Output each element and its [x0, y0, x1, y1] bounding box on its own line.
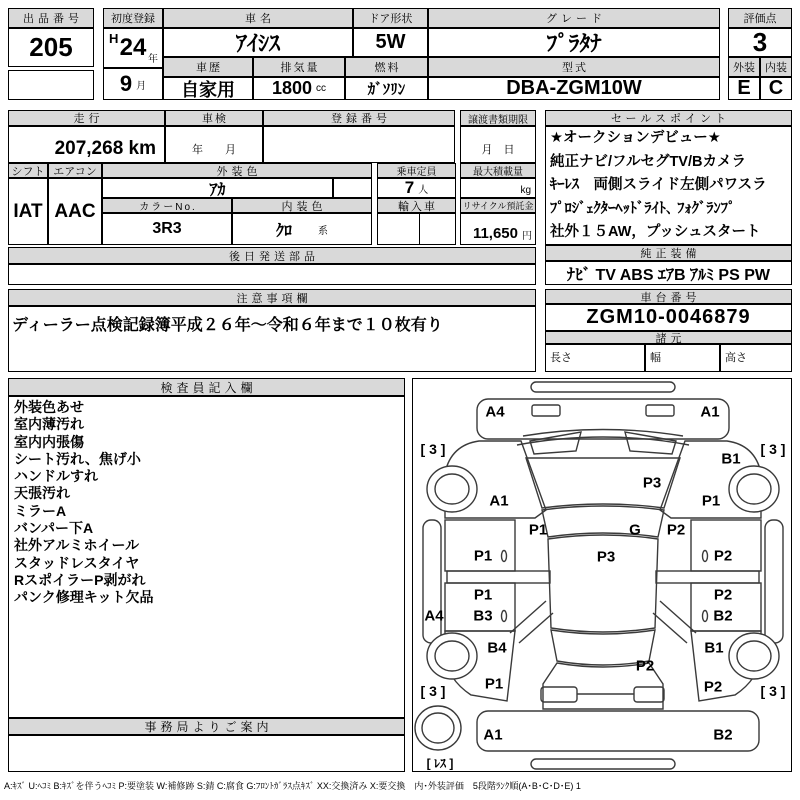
- transfer-value: 月 日: [460, 126, 536, 163]
- history-header: 車歴: [163, 57, 253, 77]
- model-header: 型式: [428, 57, 720, 77]
- list-item: 天張汚れ: [14, 485, 70, 502]
- later-parts-value: [8, 264, 536, 285]
- inspector-content: [8, 396, 405, 718]
- mileage-header: 走行: [8, 110, 165, 126]
- import-header: 輸入車: [377, 198, 456, 213]
- diagram-marker: P1: [473, 547, 493, 565]
- int-color-name: ｸﾛ: [275, 222, 292, 240]
- office-content: [8, 735, 405, 772]
- list-item: パンク修理キット欠品: [14, 589, 154, 606]
- diagram-marker: P2: [666, 521, 686, 539]
- chassis-number: ZGM10-0046879: [545, 304, 792, 331]
- list-item: 純正ナビ/フルセグTV/Bカメラ: [550, 153, 746, 170]
- exterior-header: 外装: [728, 57, 760, 77]
- int-color-value: [232, 213, 372, 245]
- capacity-number: 7: [404, 178, 415, 197]
- diagram-marker: G: [629, 521, 641, 539]
- diagram-marker: B3: [473, 607, 493, 625]
- aircon-header: エアコン: [48, 163, 102, 178]
- max-load-value: kg: [460, 178, 536, 198]
- import-value: [377, 213, 456, 245]
- diagram-marker: A4: [485, 403, 505, 421]
- reg-no-value: [263, 126, 455, 163]
- recycle-header: リサイクル預託金: [460, 198, 536, 213]
- displacement-number: 1800: [271, 78, 313, 98]
- list-item: RスポイラーP剥がれ: [14, 571, 146, 588]
- displacement-unit: cc: [316, 83, 327, 94]
- displacement-header: 排気量: [253, 57, 345, 77]
- inspector-header: 検査員記入欄: [8, 378, 405, 396]
- fuel-header: 燃料: [345, 57, 428, 77]
- model-value: DBA-ZGM10W: [428, 77, 720, 100]
- displacement-value: [253, 77, 345, 100]
- diagram-marker: B2: [713, 726, 733, 744]
- dims-header: 諸元: [545, 331, 792, 344]
- list-item: 室内内張傷: [14, 433, 84, 450]
- car-outline-drawing: [413, 379, 791, 771]
- diagram-marker: A4: [424, 607, 444, 625]
- diagram-marker: B2: [713, 607, 733, 625]
- door-value: 5W: [353, 28, 428, 57]
- fuel-value: ｶﾞｿﾘﾝ: [345, 77, 428, 100]
- era-mark: H: [109, 31, 119, 46]
- sales-header: セールスポイント: [545, 110, 792, 126]
- mileage-value: 207,268 km: [8, 126, 165, 163]
- capacity-unit: 人: [418, 184, 429, 196]
- damage-code-legend: A:ｷｽﾞ U:ﾍｺﾐ B:ｷｽﾞを伴うﾍｺﾐ P:要塗装 W:補修跡 S:錆 C:腐食 G:ﾌﾛﾝﾄｶﾞﾗｽ点ｷｽﾞ XX:交換済み X:要交換 内･外装評価 5段階ﾗﾝｸ順(A･B･C･D･E) 1: [4, 781, 581, 791]
- first-reg-month: 9: [119, 71, 133, 96]
- list-item: シート汚れ、焦げ小: [14, 450, 141, 467]
- diagram-marker: [ 3 ]: [420, 441, 446, 457]
- history-value: 自家用: [163, 77, 253, 100]
- shift-value: IAT: [8, 178, 48, 245]
- diagram-marker: A1: [700, 403, 720, 421]
- diagram-marker: [ 3 ]: [420, 683, 446, 699]
- list-item: ｷｰﾚｽ 両側スライド左側パワスラ: [550, 177, 767, 193]
- office-header: 事務局よりご案内: [8, 718, 405, 735]
- diagram-marker: P2: [635, 657, 655, 675]
- grade-header: グレード: [428, 8, 720, 28]
- recycle-value: [460, 213, 536, 245]
- ext-color-header: 外装色: [102, 163, 372, 178]
- list-item: 社外アルミホイール: [14, 537, 140, 554]
- recycle-amount: 11,650: [472, 225, 518, 242]
- color-no-value: 3R3: [102, 213, 232, 245]
- auction-no-header: 出品番号: [8, 8, 94, 28]
- int-color-header: 内装色: [232, 198, 372, 213]
- car-name-value: ｱｲｼｽ: [163, 28, 353, 57]
- sales-content: [545, 126, 792, 245]
- list-item: 社外１５AW，プッシュスタート: [550, 224, 761, 240]
- list-item: ハンドルすれ: [14, 468, 98, 485]
- import-split-line: [419, 214, 420, 244]
- diagram-marker: P1: [473, 586, 493, 604]
- score-header: 評価点: [728, 8, 792, 28]
- notes-content: ディーラー点検記録簿平成２６年～令和６年まで１０枚有り: [8, 306, 536, 372]
- first-reg-month-cell: [103, 68, 163, 100]
- diagram-marker: B4: [487, 639, 507, 657]
- interior-grade: C: [760, 77, 792, 100]
- equipment-value: ﾅﾋﾞ TV ABS ｴｱB ｱﾙﾐ PS PW: [545, 261, 792, 285]
- list-item: バンパー下A: [14, 520, 94, 537]
- chassis-header: 車台番号: [545, 289, 792, 304]
- capacity-header: 乗車定員: [377, 163, 456, 178]
- equipment-header: 純正装備: [545, 245, 792, 261]
- ext-color-sub-cell: [333, 178, 372, 198]
- diagram-marker: P3: [596, 548, 616, 566]
- diagram-marker: P1: [484, 675, 504, 693]
- list-item: 室内薄汚れ: [14, 416, 84, 433]
- color-no-header: カラーNo.: [102, 198, 232, 213]
- diagram-marker: B1: [704, 639, 724, 657]
- ext-color-value: ｱｶ: [102, 178, 333, 198]
- height-cell: 高さ: [720, 344, 792, 372]
- list-item: ミラーA: [14, 502, 67, 519]
- diagram-marker: P1: [528, 521, 548, 539]
- max-load-header: 最大積載量: [460, 163, 536, 178]
- diagram-marker: [ ﾚｽ ]: [426, 756, 454, 771]
- later-parts-header: 後日発送部品: [8, 247, 536, 264]
- diagram-marker: P2: [703, 678, 723, 696]
- shaken-value: 年 月: [165, 126, 263, 163]
- diagram-marker: A1: [489, 492, 509, 510]
- list-item: スタッドレスタイヤ: [14, 554, 140, 571]
- list-item: ★オークションデビュー★: [550, 130, 721, 146]
- shaken-header: 車検: [165, 110, 263, 126]
- diagram-marker: [ 3 ]: [760, 683, 786, 699]
- recycle-unit: 円: [522, 231, 532, 242]
- first-reg-header: 初度登録: [103, 8, 163, 28]
- car-name-header: 車名: [163, 8, 353, 28]
- door-header: ドア形状: [353, 8, 428, 28]
- shift-header: シフト: [8, 163, 48, 178]
- auction-no-value: 205: [8, 28, 94, 67]
- diagram-marker: P2: [713, 586, 733, 604]
- list-item: 外装色あせ: [14, 399, 84, 415]
- transfer-header: 譲渡書類期限: [460, 110, 536, 126]
- diagram-marker: [ 3 ]: [760, 441, 786, 457]
- diagram-marker: A1: [483, 726, 503, 744]
- month-suffix: 月: [136, 80, 147, 92]
- auction-empty-box: [8, 70, 94, 100]
- capacity-value: [377, 178, 456, 198]
- car-diagram: [412, 378, 792, 772]
- aircon-value: AAC: [48, 178, 102, 245]
- first-reg-year-cell: [103, 28, 163, 68]
- diagram-marker: P2: [713, 547, 733, 565]
- diagram-marker: P3: [642, 474, 662, 492]
- reg-no-header: 登録番号: [263, 110, 455, 126]
- score-value: 3: [728, 28, 792, 57]
- first-reg-year: 24: [119, 34, 147, 61]
- interior-header: 内装: [760, 57, 792, 77]
- width-cell: 幅: [645, 344, 720, 372]
- length-cell: 長さ: [545, 344, 645, 372]
- diagram-marker: P1: [701, 492, 721, 510]
- exterior-grade: E: [728, 77, 760, 100]
- notes-header: 注意事項欄: [8, 289, 536, 306]
- year-suffix: 年: [148, 54, 158, 65]
- list-item: ﾌﾟﾛｼﾞｪｸﾀｰﾍｯﾄﾞﾗｲﾄ､ ﾌｫｸﾞﾗﾝﾌﾟ: [550, 200, 736, 217]
- diagram-marker: B1: [721, 450, 741, 468]
- grade-value: ﾌﾟﾗﾀﾅ: [428, 28, 720, 57]
- int-color-suffix: 系: [318, 225, 328, 237]
